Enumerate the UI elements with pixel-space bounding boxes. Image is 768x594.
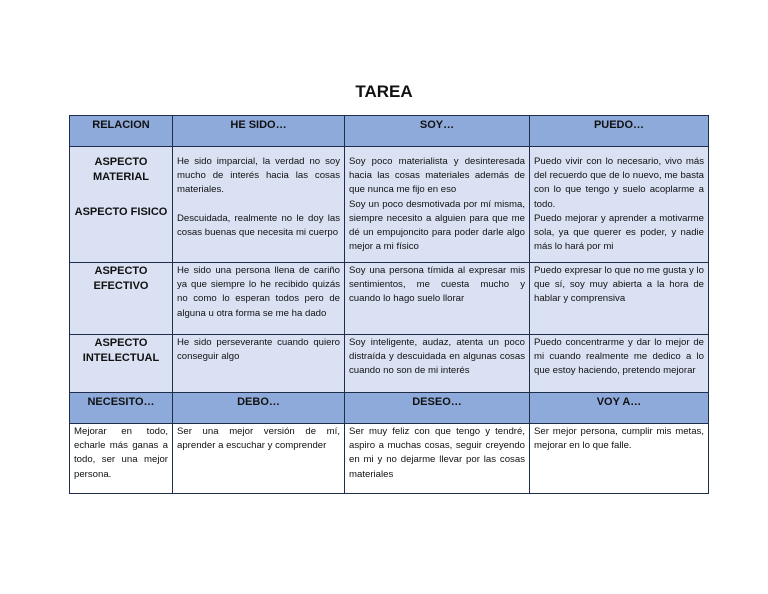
cell-soy-material: Soy poco materialista y desinteresada hacia las cosas materiales además de que nunca me fijo en eso	[349, 156, 525, 196]
cell-he-sido-efectivo: He sido una persona llena de cariño ya que siempre lo he recibido quizás no como lo esperan todos pero de alguna u otra forma se me ha dado	[173, 263, 345, 335]
page-title: TAREA	[355, 82, 413, 101]
table-row-intelectual	[70, 335, 709, 393]
header-row-2	[70, 393, 709, 424]
table-row-efectivo	[70, 263, 709, 335]
cell-he-sido-material-fisico	[173, 147, 345, 263]
cell-necesito: Mejorar en todo, echarle más ganas a todo, ser una mejor persona.	[70, 424, 173, 494]
cell-he-sido-fisico: Descuidada, realmente no le doy las cosas buenas que necesita mi cuerpo	[177, 212, 340, 238]
cell-deseo: Ser muy feliz con que tengo y tendré, aspiro a muchas cosas, seguir creyendo en mi y no dejarme llevar por las cosas materiales	[345, 424, 530, 494]
table-row-material-fisico	[70, 147, 709, 263]
cell-puedo-efectivo: Puedo expresar lo que no me gusta y lo que sí, soy muy abierta a la hora de hablar y comprensiva	[530, 263, 709, 335]
tarea-table	[69, 115, 709, 494]
cell-soy-fisico: Soy un poco desmotivada por mí misma, siempre necesito a alguien para que me dé un empujoncito para poder darle algo mejor a mi físico	[349, 198, 525, 253]
header-deseo: DESEO…	[345, 393, 530, 424]
cell-he-sido-material: He sido imparcial, la verdad no soy mucho de interés hacia las cosas materiales.	[177, 156, 340, 196]
header-necesito: NECESITO…	[70, 393, 173, 424]
table-row-last	[70, 424, 709, 494]
row-label-aspecto-intelectual: ASPECTO INTELECTUAL	[70, 335, 173, 393]
cell-puedo-material-fisico	[530, 147, 709, 263]
cell-debo: Ser una mejor versión de mí, aprender a escuchar y comprender	[173, 424, 345, 494]
header-he-sido: HE SIDO…	[173, 116, 345, 147]
header-relacion: RELACION	[70, 116, 173, 147]
row-labels-material-fisico	[70, 147, 173, 263]
cell-puedo-intelectual: Puedo concentrarme y dar lo mejor de mi cuando realmente me dedico a lo que estoy haciendo, pretendo mejorar	[530, 335, 709, 393]
cell-soy-efectivo: Soy una persona tímida al expresar mis sentimientos, me cuesta mucho y cuando lo hago suelo llorar	[345, 263, 530, 335]
header-debo: DEBO…	[173, 393, 345, 424]
row-label-aspecto-fisico: ASPECTO FISICO	[74, 206, 168, 218]
cell-voy-a: Ser mejor persona, cumplir mis metas, mejorar en lo que falle.	[530, 424, 709, 494]
cell-soy-material-fisico	[345, 147, 530, 263]
row-label-aspecto-efectivo: ASPECTO EFECTIVO	[70, 263, 173, 335]
cell-soy-intelectual: Soy inteligente, audaz, atenta un poco distraída y descuidada en algunas cosas cuando no son de mi interés	[345, 335, 530, 393]
header-voy-a: VOY A…	[530, 393, 709, 424]
header-row-1	[70, 116, 709, 147]
cell-puedo-material: Puedo vivir con lo necesario, vivo más del recuerdo que de lo nuevo, me basta con lo que tengo y suelo acoplarme a todo.	[534, 156, 704, 210]
cell-he-sido-intelectual: He sido perseverante cuando quiero conseguir algo	[173, 335, 345, 393]
header-puedo: PUEDO…	[530, 116, 709, 147]
cell-puedo-fisico: Puedo mejorar y aprender a motivarme sola, ya que querer es poder, y nadie más lo hará por mi	[534, 212, 704, 253]
row-label-aspecto-material: ASPECTO MATERIAL	[92, 156, 149, 183]
header-soy: SOY…	[345, 116, 530, 147]
